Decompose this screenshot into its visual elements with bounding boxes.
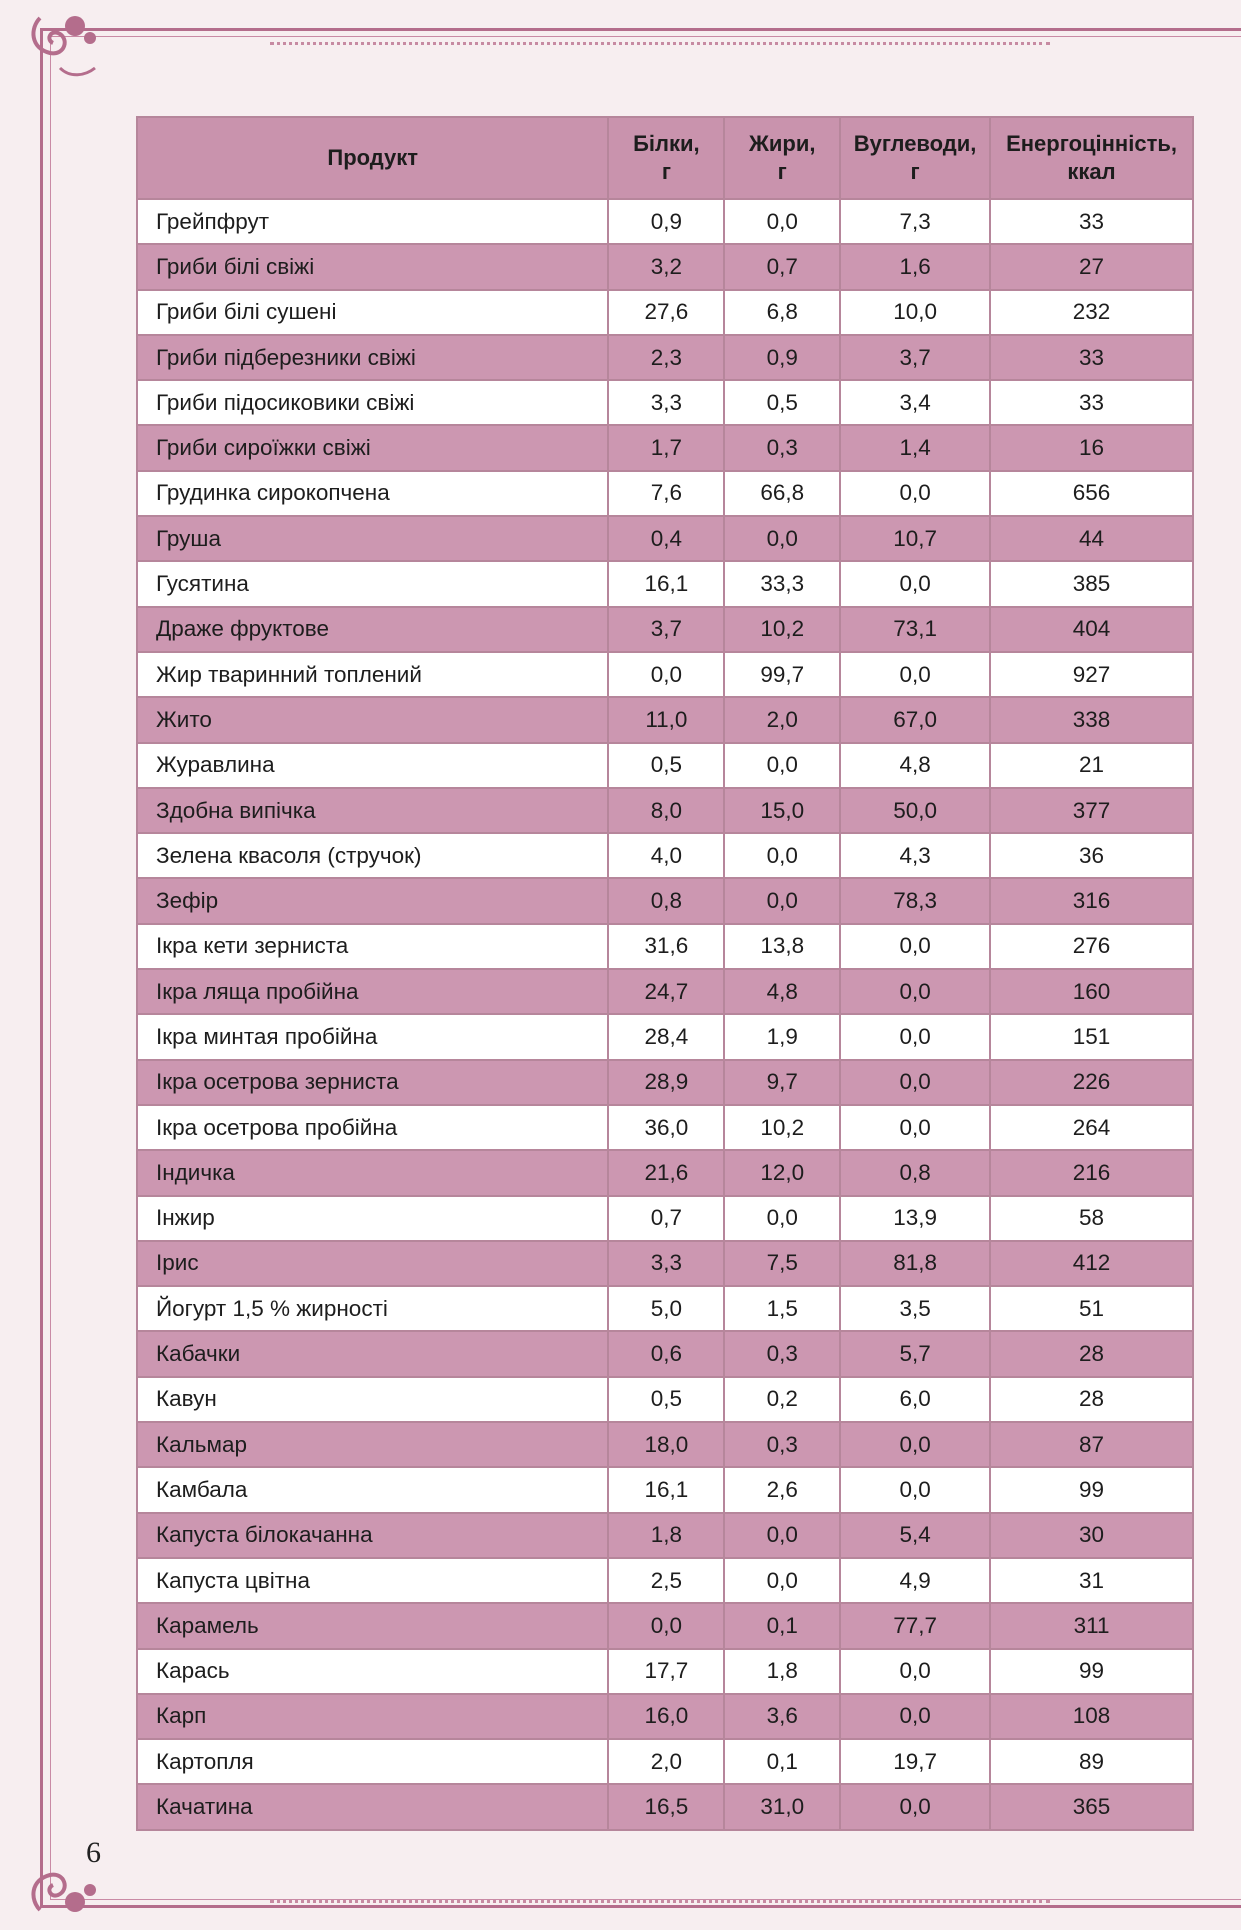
- protein-cell: 21,6: [608, 1150, 724, 1195]
- table-body: [137, 199, 1193, 1830]
- carbs-cell: 0,0: [840, 1422, 990, 1467]
- fat-cell: 0,7: [724, 244, 840, 289]
- protein-cell: 0,0: [608, 652, 724, 697]
- energy-cell: 99: [990, 1467, 1193, 1512]
- carbs-cell: 0,0: [840, 1649, 990, 1694]
- product-cell: Грейпфрут: [137, 199, 608, 244]
- fat-cell: 10,2: [724, 607, 840, 652]
- table-row: [137, 244, 1193, 289]
- product-cell: Кальмар: [137, 1422, 608, 1467]
- fat-cell: 9,7: [724, 1060, 840, 1105]
- fat-cell: 0,0: [724, 878, 840, 923]
- product-cell: Капуста білокачанна: [137, 1513, 608, 1558]
- header-product: Продукт: [137, 117, 608, 199]
- header-carbs: Вуглеводи, г: [840, 117, 990, 199]
- product-cell: Гусятина: [137, 561, 608, 606]
- carbs-cell: 0,8: [840, 1150, 990, 1195]
- energy-cell: 216: [990, 1150, 1193, 1195]
- carbs-cell: 50,0: [840, 788, 990, 833]
- carbs-cell: 0,0: [840, 561, 990, 606]
- protein-cell: 0,8: [608, 878, 724, 923]
- carbs-cell: 78,3: [840, 878, 990, 923]
- protein-cell: 0,0: [608, 1603, 724, 1648]
- fat-cell: 0,1: [724, 1739, 840, 1784]
- product-cell: Індичка: [137, 1150, 608, 1195]
- top-dotted-rule: [270, 42, 1050, 45]
- product-cell: Жир тваринний топлений: [137, 652, 608, 697]
- protein-cell: 2,0: [608, 1739, 724, 1784]
- carbs-cell: 10,7: [840, 516, 990, 561]
- carbs-cell: 0,0: [840, 969, 990, 1014]
- protein-cell: 5,0: [608, 1286, 724, 1331]
- carbs-cell: 5,7: [840, 1331, 990, 1376]
- protein-cell: 28,9: [608, 1060, 724, 1105]
- fat-cell: 1,9: [724, 1014, 840, 1059]
- protein-cell: 1,7: [608, 425, 724, 470]
- energy-cell: 264: [990, 1105, 1193, 1150]
- fat-cell: 0,9: [724, 335, 840, 380]
- protein-cell: 8,0: [608, 788, 724, 833]
- fat-cell: 0,3: [724, 425, 840, 470]
- fat-cell: 4,8: [724, 969, 840, 1014]
- fat-cell: 2,6: [724, 1467, 840, 1512]
- product-cell: Кавун: [137, 1377, 608, 1422]
- table-row: [137, 471, 1193, 516]
- energy-cell: 108: [990, 1694, 1193, 1739]
- energy-cell: 36: [990, 833, 1193, 878]
- nutrition-table-container: [136, 116, 1194, 1831]
- product-cell: Картопля: [137, 1739, 608, 1784]
- carbs-cell: 4,3: [840, 833, 990, 878]
- table-row: [137, 1105, 1193, 1150]
- product-cell: Ікра минтая пробійна: [137, 1014, 608, 1059]
- carbs-cell: 0,0: [840, 1784, 990, 1829]
- carbs-cell: 0,0: [840, 471, 990, 516]
- carbs-cell: 0,0: [840, 652, 990, 697]
- fat-cell: 0,0: [724, 199, 840, 244]
- energy-cell: 276: [990, 924, 1193, 969]
- energy-cell: 232: [990, 290, 1193, 335]
- table-row: [137, 1422, 1193, 1467]
- protein-cell: 3,7: [608, 607, 724, 652]
- carbs-cell: 77,7: [840, 1603, 990, 1648]
- protein-cell: 2,3: [608, 335, 724, 380]
- energy-cell: 404: [990, 607, 1193, 652]
- fat-cell: 0,0: [724, 1196, 840, 1241]
- product-cell: Ірис: [137, 1241, 608, 1286]
- table-row: [137, 924, 1193, 969]
- energy-cell: 226: [990, 1060, 1193, 1105]
- protein-cell: 17,7: [608, 1649, 724, 1694]
- product-cell: Гриби білі свіжі: [137, 244, 608, 289]
- protein-cell: 16,1: [608, 561, 724, 606]
- protein-cell: 3,3: [608, 1241, 724, 1286]
- fat-cell: 31,0: [724, 1784, 840, 1829]
- fat-cell: 1,8: [724, 1649, 840, 1694]
- product-cell: Гриби білі сушені: [137, 290, 608, 335]
- fat-cell: 7,5: [724, 1241, 840, 1286]
- energy-cell: 33: [990, 199, 1193, 244]
- table-row: [137, 425, 1193, 470]
- table-row: [137, 1241, 1193, 1286]
- energy-cell: 30: [990, 1513, 1193, 1558]
- energy-cell: 151: [990, 1014, 1193, 1059]
- table-row: [137, 833, 1193, 878]
- table-row: [137, 1014, 1193, 1059]
- table-row: [137, 199, 1193, 244]
- table-row: [137, 1377, 1193, 1422]
- protein-cell: 7,6: [608, 471, 724, 516]
- fat-cell: 6,8: [724, 290, 840, 335]
- protein-cell: 2,5: [608, 1558, 724, 1603]
- fat-cell: 0,5: [724, 380, 840, 425]
- table-row: [137, 1649, 1193, 1694]
- energy-cell: 28: [990, 1331, 1193, 1376]
- energy-cell: 385: [990, 561, 1193, 606]
- fat-cell: 0,0: [724, 1558, 840, 1603]
- table-row: [137, 1784, 1193, 1829]
- fat-cell: 1,5: [724, 1286, 840, 1331]
- protein-cell: 0,7: [608, 1196, 724, 1241]
- fat-cell: 0,3: [724, 1422, 840, 1467]
- fat-cell: 12,0: [724, 1150, 840, 1195]
- protein-cell: 18,0: [608, 1422, 724, 1467]
- product-cell: Качатина: [137, 1784, 608, 1829]
- product-cell: Груша: [137, 516, 608, 561]
- carbs-cell: 7,3: [840, 199, 990, 244]
- energy-cell: 316: [990, 878, 1193, 923]
- fat-cell: 0,0: [724, 833, 840, 878]
- fat-cell: 15,0: [724, 788, 840, 833]
- product-cell: Ікра кети зерниста: [137, 924, 608, 969]
- fat-cell: 0,0: [724, 516, 840, 561]
- table-row: [137, 1467, 1193, 1512]
- energy-cell: 44: [990, 516, 1193, 561]
- protein-cell: 31,6: [608, 924, 724, 969]
- carbs-cell: 0,0: [840, 924, 990, 969]
- carbs-cell: 81,8: [840, 1241, 990, 1286]
- header-fat: Жири, г: [724, 117, 840, 199]
- carbs-cell: 3,5: [840, 1286, 990, 1331]
- fat-cell: 10,2: [724, 1105, 840, 1150]
- energy-cell: 99: [990, 1649, 1193, 1694]
- table-row: [137, 788, 1193, 833]
- product-cell: Гриби підосиковики свіжі: [137, 380, 608, 425]
- energy-cell: 31: [990, 1558, 1193, 1603]
- table-row: [137, 652, 1193, 697]
- table-row: [137, 1694, 1193, 1739]
- fat-cell: 3,6: [724, 1694, 840, 1739]
- product-cell: Карамель: [137, 1603, 608, 1648]
- table-row: [137, 743, 1193, 788]
- energy-cell: 160: [990, 969, 1193, 1014]
- fat-cell: 0,2: [724, 1377, 840, 1422]
- table-row: [137, 1558, 1193, 1603]
- table-header-row: [137, 117, 1193, 199]
- energy-cell: 51: [990, 1286, 1193, 1331]
- table-row: [137, 1603, 1193, 1648]
- table-row: [137, 1196, 1193, 1241]
- energy-cell: 338: [990, 697, 1193, 742]
- protein-cell: 28,4: [608, 1014, 724, 1059]
- product-cell: Інжир: [137, 1196, 608, 1241]
- product-cell: Кабачки: [137, 1331, 608, 1376]
- energy-cell: 656: [990, 471, 1193, 516]
- carbs-cell: 5,4: [840, 1513, 990, 1558]
- protein-cell: 1,8: [608, 1513, 724, 1558]
- bottom-dotted-rule: [270, 1900, 1050, 1903]
- energy-cell: 27: [990, 244, 1193, 289]
- carbs-cell: 67,0: [840, 697, 990, 742]
- protein-cell: 0,6: [608, 1331, 724, 1376]
- product-cell: Зелена квасоля (стручок): [137, 833, 608, 878]
- energy-cell: 412: [990, 1241, 1193, 1286]
- energy-cell: 89: [990, 1739, 1193, 1784]
- product-cell: Жито: [137, 697, 608, 742]
- product-cell: Драже фруктове: [137, 607, 608, 652]
- energy-cell: 33: [990, 380, 1193, 425]
- fat-cell: 33,3: [724, 561, 840, 606]
- carbs-cell: 19,7: [840, 1739, 990, 1784]
- product-cell: Гриби сироїжки свіжі: [137, 425, 608, 470]
- protein-cell: 24,7: [608, 969, 724, 1014]
- floral-ornament-top-icon: [20, 8, 110, 88]
- header-protein: Білки, г: [608, 117, 724, 199]
- energy-cell: 58: [990, 1196, 1193, 1241]
- fat-cell: 0,0: [724, 1513, 840, 1558]
- protein-cell: 0,4: [608, 516, 724, 561]
- product-cell: Йогурт 1,5 % жирності: [137, 1286, 608, 1331]
- energy-cell: 377: [990, 788, 1193, 833]
- table-row: [137, 1150, 1193, 1195]
- product-cell: Журавлина: [137, 743, 608, 788]
- energy-cell: 927: [990, 652, 1193, 697]
- table-row: [137, 607, 1193, 652]
- table-row: [137, 561, 1193, 606]
- carbs-cell: 0,0: [840, 1694, 990, 1739]
- protein-cell: 0,9: [608, 199, 724, 244]
- carbs-cell: 73,1: [840, 607, 990, 652]
- carbs-cell: 4,9: [840, 1558, 990, 1603]
- nutrition-table: [136, 116, 1194, 1831]
- product-cell: Зефір: [137, 878, 608, 923]
- carbs-cell: 13,9: [840, 1196, 990, 1241]
- table-row: [137, 516, 1193, 561]
- fat-cell: 99,7: [724, 652, 840, 697]
- table-row: [137, 969, 1193, 1014]
- carbs-cell: 1,4: [840, 425, 990, 470]
- protein-cell: 0,5: [608, 743, 724, 788]
- table-row: [137, 878, 1193, 923]
- protein-cell: 16,5: [608, 1784, 724, 1829]
- energy-cell: 33: [990, 335, 1193, 380]
- energy-cell: 87: [990, 1422, 1193, 1467]
- table-row: [137, 1739, 1193, 1784]
- carbs-cell: 10,0: [840, 290, 990, 335]
- carbs-cell: 6,0: [840, 1377, 990, 1422]
- table-row: [137, 1060, 1193, 1105]
- table-row: [137, 1286, 1193, 1331]
- product-cell: Карп: [137, 1694, 608, 1739]
- table-row: [137, 1331, 1193, 1376]
- protein-cell: 4,0: [608, 833, 724, 878]
- product-cell: Здобна випічка: [137, 788, 608, 833]
- carbs-cell: 3,4: [840, 380, 990, 425]
- product-cell: Камбала: [137, 1467, 608, 1512]
- protein-cell: 3,2: [608, 244, 724, 289]
- product-cell: Ікра осетрова зерниста: [137, 1060, 608, 1105]
- table-row: [137, 290, 1193, 335]
- product-cell: Капуста цвітна: [137, 1558, 608, 1603]
- fat-cell: 0,3: [724, 1331, 840, 1376]
- table-row: [137, 380, 1193, 425]
- carbs-cell: 4,8: [840, 743, 990, 788]
- fat-cell: 0,0: [724, 743, 840, 788]
- table-row: [137, 697, 1193, 742]
- protein-cell: 27,6: [608, 290, 724, 335]
- product-cell: Ікра осетрова пробійна: [137, 1105, 608, 1150]
- carbs-cell: 0,0: [840, 1014, 990, 1059]
- fat-cell: 66,8: [724, 471, 840, 516]
- table-row: [137, 1513, 1193, 1558]
- table-row: [137, 335, 1193, 380]
- header-energy: Енергоцінність, ккал: [990, 117, 1193, 199]
- protein-cell: 11,0: [608, 697, 724, 742]
- protein-cell: 0,5: [608, 1377, 724, 1422]
- fat-cell: 13,8: [724, 924, 840, 969]
- fat-cell: 2,0: [724, 697, 840, 742]
- protein-cell: 36,0: [608, 1105, 724, 1150]
- fat-cell: 0,1: [724, 1603, 840, 1648]
- energy-cell: 21: [990, 743, 1193, 788]
- protein-cell: 3,3: [608, 380, 724, 425]
- protein-cell: 16,0: [608, 1694, 724, 1739]
- energy-cell: 311: [990, 1603, 1193, 1648]
- energy-cell: 16: [990, 425, 1193, 470]
- product-cell: Карась: [137, 1649, 608, 1694]
- protein-cell: 16,1: [608, 1467, 724, 1512]
- energy-cell: 365: [990, 1784, 1193, 1829]
- energy-cell: 28: [990, 1377, 1193, 1422]
- page-number: 6: [86, 1836, 101, 1869]
- product-cell: Ікра ляща пробійна: [137, 969, 608, 1014]
- carbs-cell: 1,6: [840, 244, 990, 289]
- carbs-cell: 0,0: [840, 1060, 990, 1105]
- carbs-cell: 0,0: [840, 1467, 990, 1512]
- carbs-cell: 0,0: [840, 1105, 990, 1150]
- carbs-cell: 3,7: [840, 335, 990, 380]
- product-cell: Гриби підберезники свіжі: [137, 335, 608, 380]
- product-cell: Грудинка сирокопчена: [137, 471, 608, 516]
